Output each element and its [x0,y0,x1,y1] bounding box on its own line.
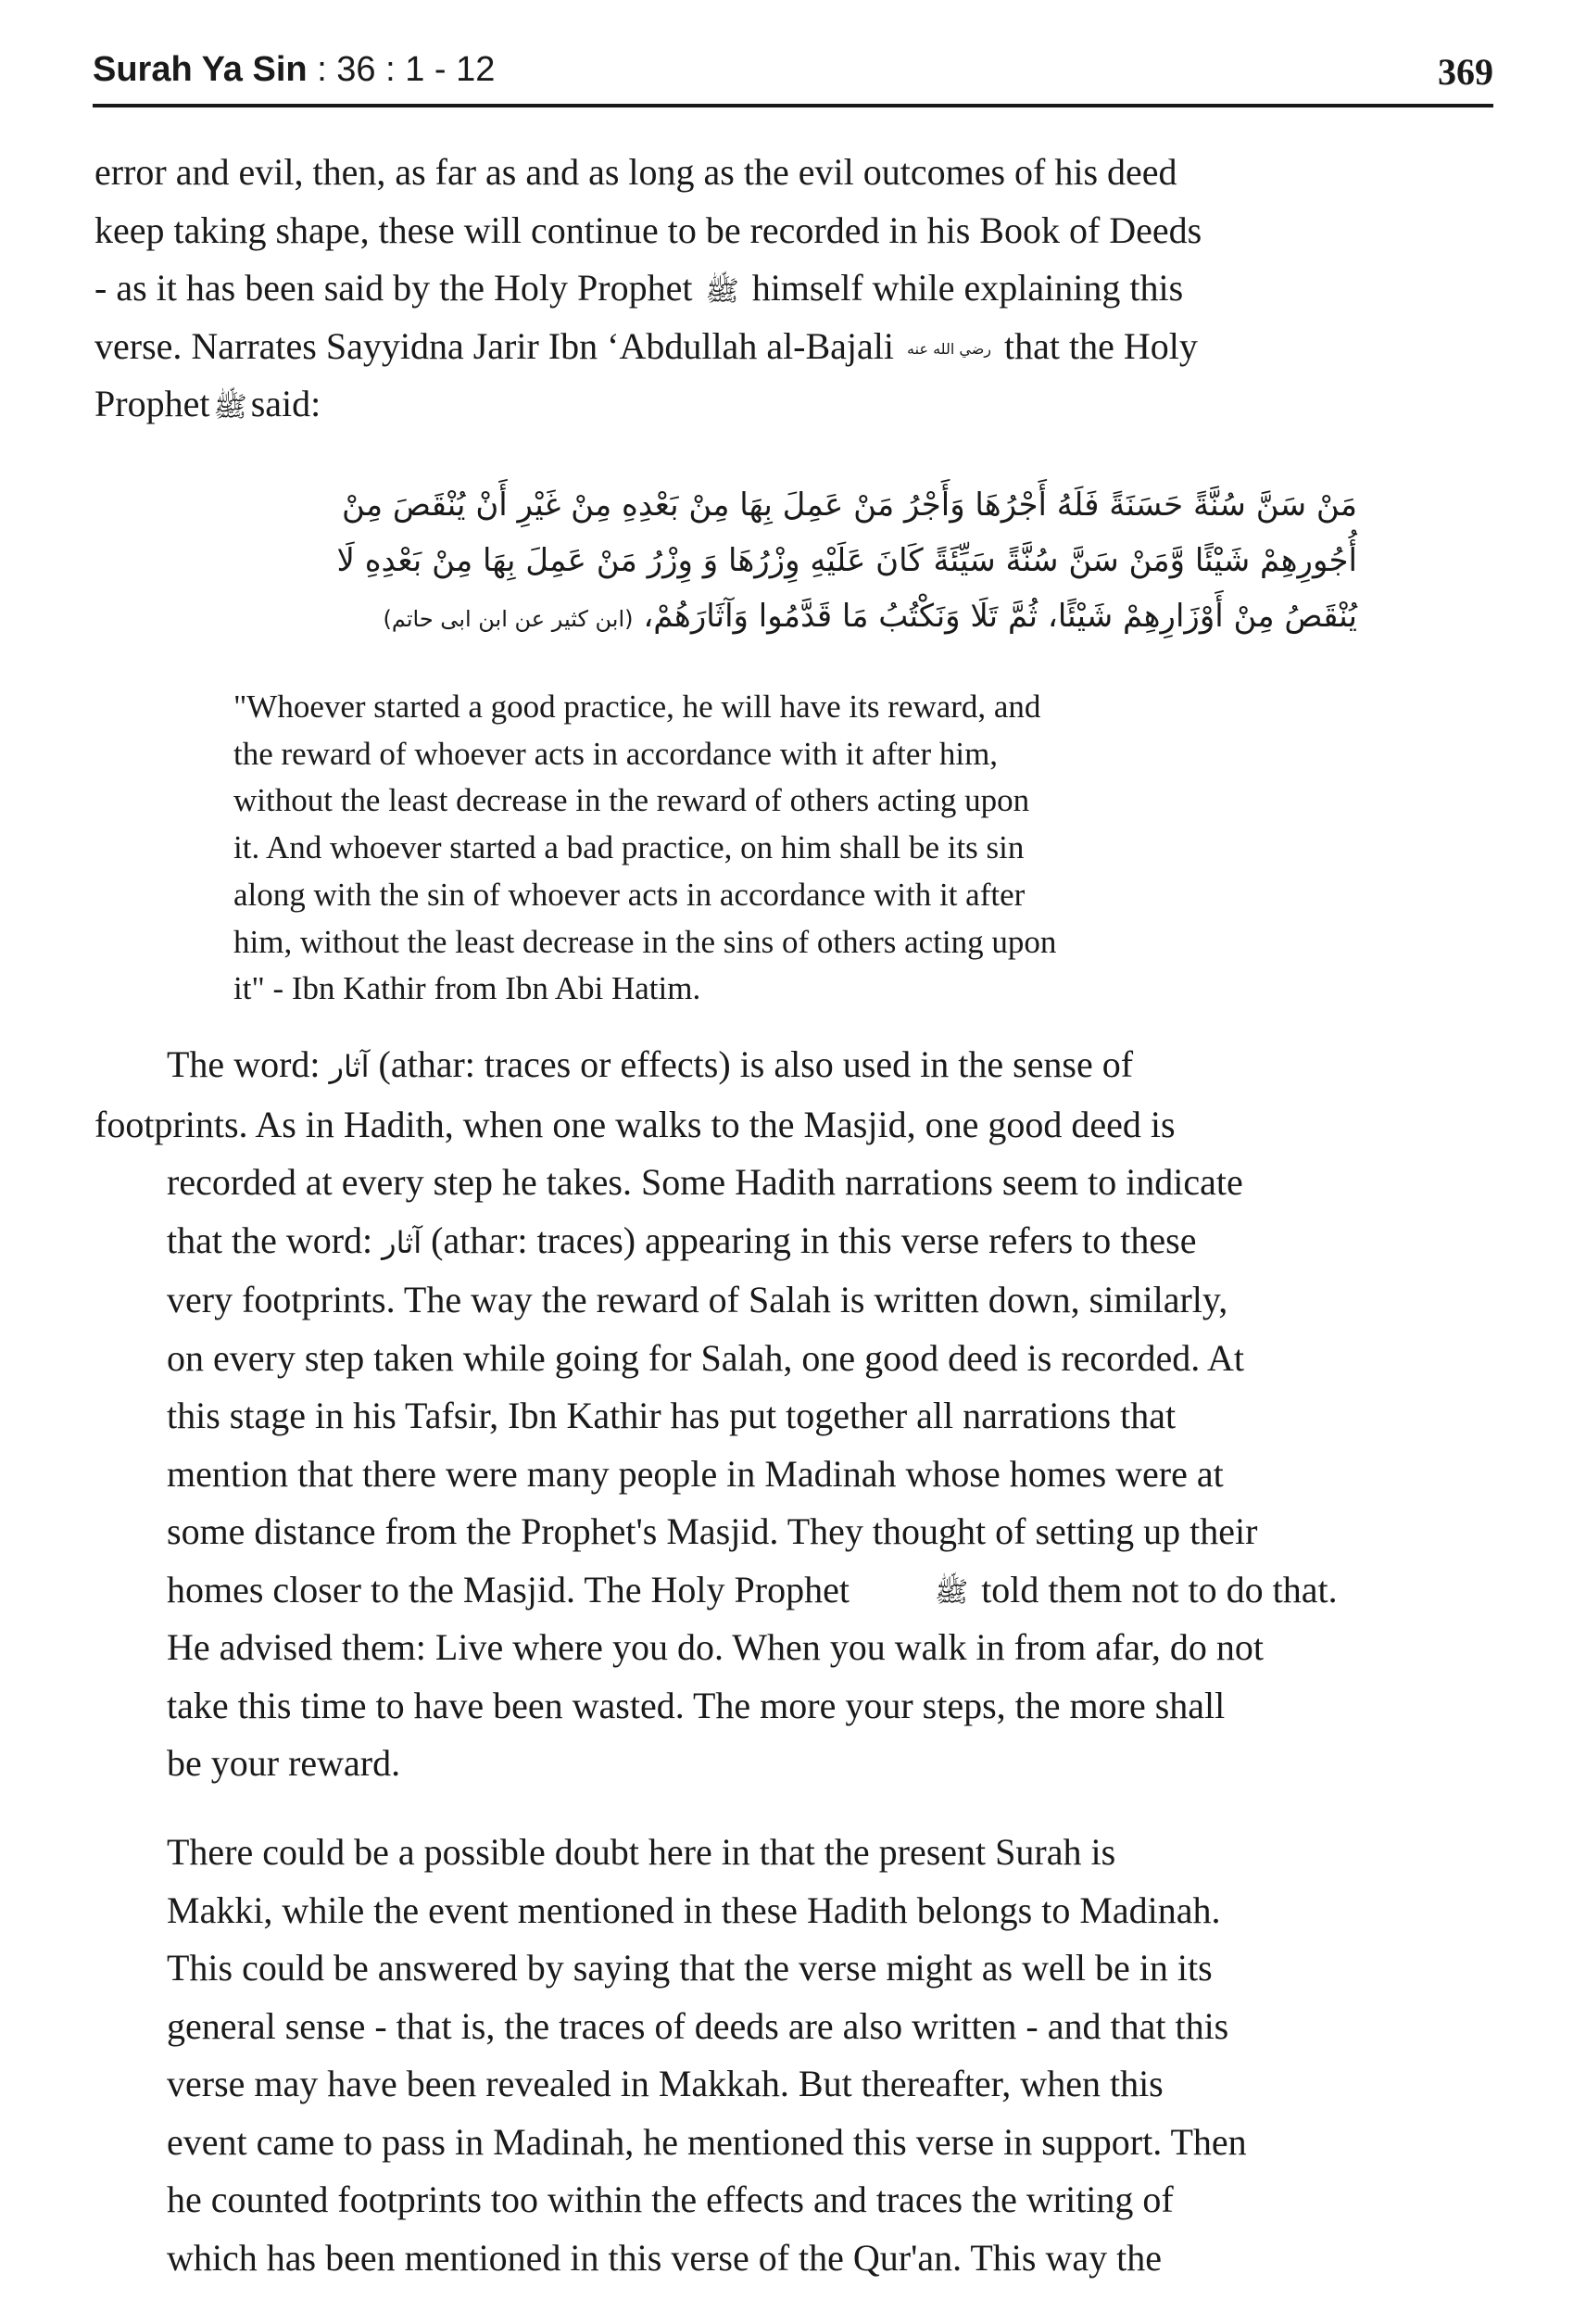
text-line: on every step taken while going for Salah, one good deed is recorded. At [167,1336,1245,1379]
text-line: verse may have been revealed in Makkah. But thereafter, when this [167,2063,1164,2104]
text-line: which has been mentioned in this verse of the Qur'an. This way the [167,2236,1162,2279]
pbuh-icon: ﷺ [213,390,247,423]
quote-line: the reward of whoever acts in accordance with it after him, [233,735,999,772]
text-line: There could be a possible doubt here in that the present Surah is [167,1831,1116,1873]
text-line: that the word: آثار (athar: traces) appearing in this verse refers to these [167,1219,1197,1261]
quote-line: him, without the least decrease in the sins of others acting upon [233,923,1057,960]
quote-line: "Whoever started a good practice, he will have its reward, and [233,688,1041,725]
text-line: - as it has been said by the Holy Prophet ﷺ himself while explaining this [94,267,1184,309]
text-line: be your reward. [167,1742,401,1784]
arabic-citation: (ابن كثير عن ابن ابى حاتم) [383,606,634,632]
text-line: This could be answered by saying that the verse might as well be in its [167,1947,1213,1989]
text-line: error and evil, then, as far as and as long as the evil outcomes of his deed [94,151,1177,193]
text-line: event came to pass in Madinah, he mentioned this verse in support. Then [167,2120,1247,2163]
text-line: homes closer to the Masjid. The Holy Prophet ﷺ told them not to do that. [167,1568,1338,1610]
text-line: this stage in his Tafsir, Ibn Kathir has put together all narrations that [167,1395,1177,1436]
quote-line: along with the sin of whoever acts in accordance with it after [233,876,1026,913]
text-line: very footprints. The way the reward of Salah is written down, similarly, [167,1279,1228,1320]
paragraph-3 [94,1824,1490,2287]
arabic-line: أُجُورِهِمْ شَيْئًا وَّمَنْ سَنَّ سُنَّةً سَيِّئَةً كَانَ عَلَيْهِ وِزْرُهَا وَ وِزْرُ مَنْ عَمِلَ بِهَا مِنْ بَعْدِهِ لَا [336,542,1357,579]
verse-range: : 36 : 1 - 12 [317,50,496,89]
text-line: He advised them: Live where you do. When you walk in from afar, do not [167,1626,1265,1668]
paragraph-2 [94,1036,1490,1793]
text-line: footprints. As in Hadith, when one walks to the Masjid, one good deed is [94,1103,1176,1145]
page-number: 369 [1438,51,1493,93]
text-line: Prophet ﷺ said: [94,383,321,424]
quote-line: it. And whoever started a bad practice, on him shall be its sin [233,829,1025,866]
quote-line: without the least decrease in the reward of others acting upon [233,782,1030,819]
radiyallahu-icon: رضي الله عنه [907,340,991,359]
pbuh-icon: ﷺ [934,1576,969,1610]
arabic-word: آثار [329,1049,370,1084]
hadith-translation [233,684,1358,1013]
text-line: recorded at every step he takes. Some Hadith narrations seem to indicate [167,1161,1243,1203]
quote-line: it" - Ibn Kathir from Ibn Abi Hatim. [233,970,701,1007]
text-line: he counted footprints too within the effects and traces the writing of [167,2179,1174,2220]
text-line: take this time to have been wasted. The more your steps, the more shall [167,1684,1226,1726]
arabic-word: آثار [382,1224,422,1260]
text-line: some distance from the Prophet's Masjid. They thought of setting up their [167,1510,1258,1552]
header-rule [93,104,1493,107]
text-line: verse. Narrates Sayyidna Jarir Ibn ‘Abdullah al-Bajali رضي الله عنه that the Holy [94,324,1198,367]
text-line: general sense - that is, the traces of deeds are also written - and that this [167,2004,1229,2047]
pbuh-icon: ﷺ [705,274,739,308]
paragraph-1 [94,144,1490,434]
text-line: keep taking shape, these will continue to be recorded in his Book of Deeds [94,208,1202,251]
text-line: mention that there were many people in Madinah whose homes were at [167,1452,1224,1495]
text-line: The word: آثار (athar: traces or effects) is also used in the sense of [167,1043,1134,1085]
chapter-title [93,50,495,90]
running-header [93,48,1493,106]
text-line: Makki, while the event mentioned in these Hadith belongs to Madinah. [167,1888,1221,1931]
arabic-line: مَنْ سَنَّ سُنَّةً حَسَنَةً فَلَهُ أَجْرُهَا وَأَجْرُ مَنْ عَمِلَ بِهَا مِنْ بَعْدِهِ مِنْ غَيْرِ أَنْ يُنْقَصَ مِنْ [342,486,1357,524]
arabic-line: يُنْقَصُ مِنْ أَوْزَارِهِمْ شَيْئًا، ثُمَّ تَلَا وَنَكْتُبُ مَا قَدَّمُوا وَآثَارَهُمْ، (ابن كثير عن ابن ابى حاتم) [383,598,1357,635]
surah-name: Surah Ya Sin [93,50,308,89]
arabic-hadith [232,477,1357,647]
